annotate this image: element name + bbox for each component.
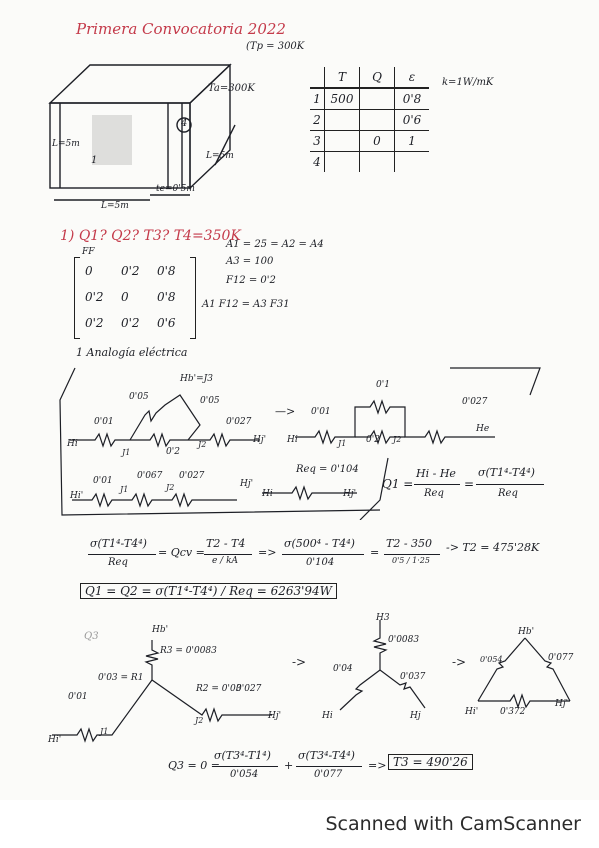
table-cell: 3	[310, 131, 325, 152]
c3-r1: 0'01	[93, 476, 113, 486]
final-t2-num: σ(T3⁴-T4⁴)	[298, 749, 355, 762]
table-cell	[360, 152, 395, 173]
final-t1-num: σ(T3⁴-T1⁴)	[214, 749, 271, 762]
c1-hi: Hi	[67, 439, 78, 449]
c4-hj: Hj'	[343, 489, 357, 499]
eq-a-num: σ(T1⁴-T4⁴)	[90, 537, 147, 550]
thickness-label: te=0'5m	[156, 184, 195, 194]
c1-j2: J2	[198, 440, 207, 449]
c5-hi: Hi'	[48, 735, 62, 745]
q1-num: Hi - He	[416, 467, 456, 480]
view-factor-matrix	[74, 258, 196, 338]
final-t2-bar	[296, 766, 362, 767]
star-top: 0'0083	[388, 635, 420, 645]
table-cell: 2	[310, 110, 325, 131]
matrix-cell: 0'2	[121, 316, 140, 330]
areas-line-2: A3 = 100	[226, 256, 274, 267]
matrix-cell: 0'2	[121, 264, 140, 278]
c4-req: Req = 0'104	[296, 464, 359, 475]
table-row	[310, 152, 429, 173]
c3-r3: 0'027	[179, 471, 205, 481]
c3-j2: J2	[166, 483, 175, 492]
matrix-row	[85, 316, 193, 330]
table-header-cell	[310, 67, 325, 88]
matrix-row	[85, 264, 193, 278]
eq-d-den: 0'5 / 1·25	[392, 556, 430, 565]
analogy-title: 1 Analogía eléctrica	[76, 346, 188, 359]
c5-j1: J1	[100, 727, 109, 736]
q1-rhs-bar	[476, 484, 544, 485]
c1-mid: 0'2	[166, 447, 180, 457]
table-cell: 1	[310, 88, 325, 110]
final-result-boxed: T3 = 490'26	[388, 754, 473, 770]
c2-r1: 0'01	[311, 407, 331, 417]
tp-note: (Tp = 300K	[246, 41, 305, 52]
table-cell: 4	[313, 155, 321, 169]
eq-qcv: = Qcv =	[158, 546, 205, 559]
table-row	[310, 131, 429, 152]
table-cell: 0'8	[395, 88, 430, 110]
eq-d-num: T2 - 350	[386, 537, 433, 550]
c2-top: 0'1	[376, 380, 390, 390]
eq-result-t2: -> T2 = 475'28K	[446, 541, 540, 554]
matrix-row	[85, 290, 193, 304]
c3-hj: Hj'	[240, 479, 254, 489]
dim-left-label: L=5m	[52, 139, 80, 149]
c5-r4: 0'027	[236, 684, 262, 694]
matrix-cell: 0'2	[85, 290, 104, 304]
c3-r2: 0'067	[137, 471, 163, 481]
face-label-4: 4	[181, 118, 188, 129]
final-t2-den: 0'077	[314, 769, 343, 780]
c5-j2: J2	[195, 716, 204, 725]
eq-arrow-1: =>	[258, 546, 277, 559]
question-text: 1) Q1? Q2? T3? T4=350K	[60, 228, 241, 244]
table-cell	[325, 152, 360, 173]
final-t1-den: 0'054	[230, 769, 259, 780]
table-header-cell: ε	[395, 67, 430, 88]
matrix-cell: 0	[121, 290, 129, 304]
areas-line-1: A1 = 25 = A2 = A4	[226, 239, 324, 250]
star-hi: Hi	[322, 711, 333, 721]
eq-a-bar	[88, 554, 156, 555]
c1-hj: Hj'	[253, 435, 267, 445]
table-cell	[325, 110, 360, 131]
c5-hb: Hb'	[152, 625, 169, 635]
eq-c-den: 0'104	[306, 557, 335, 568]
c5-r-left: 0'03 = R1	[98, 673, 144, 683]
q1-fraction-bar	[414, 484, 460, 485]
conductivity-note: k=1W/mK	[442, 77, 494, 88]
reciprocity-relation: A1 F12 = A3 F31	[202, 299, 290, 310]
c5-label-q: Q3	[84, 631, 99, 642]
star-hj: Hj	[410, 711, 421, 721]
q1-eq: =	[464, 477, 475, 491]
scanner-watermark: Scanned with CamScanner	[325, 813, 581, 835]
eq-equals: =	[370, 546, 380, 559]
c1-r3: 0'05	[200, 396, 220, 406]
table-cell: 1	[395, 131, 430, 152]
tri-hj: Hj'	[555, 699, 569, 709]
c5-r3: R3 = 0'0083	[160, 646, 217, 656]
table-cell	[360, 110, 395, 131]
c2-j2: J2	[393, 435, 402, 444]
tri-left: 0'054	[480, 655, 503, 664]
cube-top-face	[50, 65, 230, 103]
eq-a-den: Req	[108, 557, 128, 568]
c3-hi: Hi'	[70, 491, 84, 501]
table-header-cell: T	[325, 67, 360, 88]
star-left: 0'04	[333, 664, 353, 674]
matrix-cell: 0'6	[157, 316, 176, 330]
q1-lhs: Q1 =	[382, 477, 414, 491]
table-cell	[395, 152, 430, 173]
face-label-1: 1	[91, 155, 98, 166]
c2-hi: Hi	[287, 435, 298, 445]
properties-table	[310, 67, 429, 172]
matrix-cell: 0'2	[85, 316, 104, 330]
eq-c-num: σ(500⁴ - T4⁴)	[284, 537, 355, 550]
arrow-to-triangle: ->	[452, 655, 467, 669]
cube-diagram	[40, 55, 270, 205]
table-header-row	[310, 67, 429, 88]
tri-hb: Hb'	[518, 627, 535, 637]
q1-den: Req	[424, 488, 444, 499]
c5-r-small: 0'01	[68, 692, 88, 702]
eq-b-den: e / kA	[212, 556, 239, 566]
c2-mid: 0'2	[366, 435, 380, 445]
final-lhs: Q3 = 0 =	[168, 759, 220, 772]
matrix-cell: 0	[85, 264, 93, 278]
final-plus: +	[284, 759, 294, 772]
table-cell: 0'6	[395, 110, 430, 131]
c4-hi: Hi	[262, 489, 273, 499]
page-title: Primera Convocatoria 2022	[76, 20, 286, 38]
ff-label: FF	[82, 247, 95, 257]
table-header-cell: Q	[360, 67, 395, 88]
final-arrow: =>	[368, 759, 387, 772]
c1-r2: 0'05	[129, 392, 149, 402]
boxed-q-result: Q1 = Q2 = σ(T1⁴-T4⁴) / Req = 6263'94W	[80, 583, 337, 599]
table-cell	[325, 131, 360, 152]
view-factor-value: F12 = 0'2	[226, 275, 276, 286]
c5-hj: Hj'	[268, 711, 282, 721]
circuit-3	[72, 480, 242, 520]
dim-bottom-label: L=5m	[101, 201, 129, 211]
arrow-to-star: ->	[292, 655, 307, 669]
c2-r2: 0'027	[462, 397, 488, 407]
c2-he: He	[476, 424, 490, 434]
tri-right: 0'077	[548, 653, 574, 663]
eq-b-num: T2 - T4	[206, 537, 246, 550]
scanner-footer	[0, 800, 599, 848]
dim-right-label: L=5m	[206, 151, 234, 161]
tri-bottom: 0'372	[500, 707, 526, 717]
q1-rhs-den: Req	[498, 488, 518, 499]
eq-d-bar	[384, 554, 440, 555]
eq-c-bar	[282, 554, 364, 555]
c1-r4: 0'027	[226, 417, 252, 427]
matrix-cell: 0'8	[157, 264, 176, 278]
tri-hi: Hi'	[465, 707, 479, 717]
star-h3: H3	[376, 613, 390, 623]
star-right: 0'037	[400, 672, 426, 682]
final-t1-bar	[212, 766, 278, 767]
c5-r2: R2 = 0'03	[196, 684, 242, 694]
t-outside-label: Ta=300K	[208, 83, 255, 94]
q1-rhs-num: σ(T1⁴-T4⁴)	[478, 466, 535, 479]
table-cell: 500	[325, 88, 360, 110]
c1-to-c2-arrow: —>	[275, 405, 296, 418]
eq-b-bar	[204, 554, 252, 555]
table-row	[310, 88, 429, 110]
c2-j1: J1	[338, 439, 347, 448]
c1-r1: 0'01	[94, 417, 114, 427]
c1-node-top: Hb'=J3	[180, 374, 213, 384]
table-cell	[360, 88, 395, 110]
table-row	[310, 110, 429, 131]
table-cell: 0	[360, 131, 395, 152]
c1-j1: J1	[122, 448, 131, 457]
matrix-cell: 0'8	[157, 290, 176, 304]
c3-j1: J1	[120, 485, 129, 494]
